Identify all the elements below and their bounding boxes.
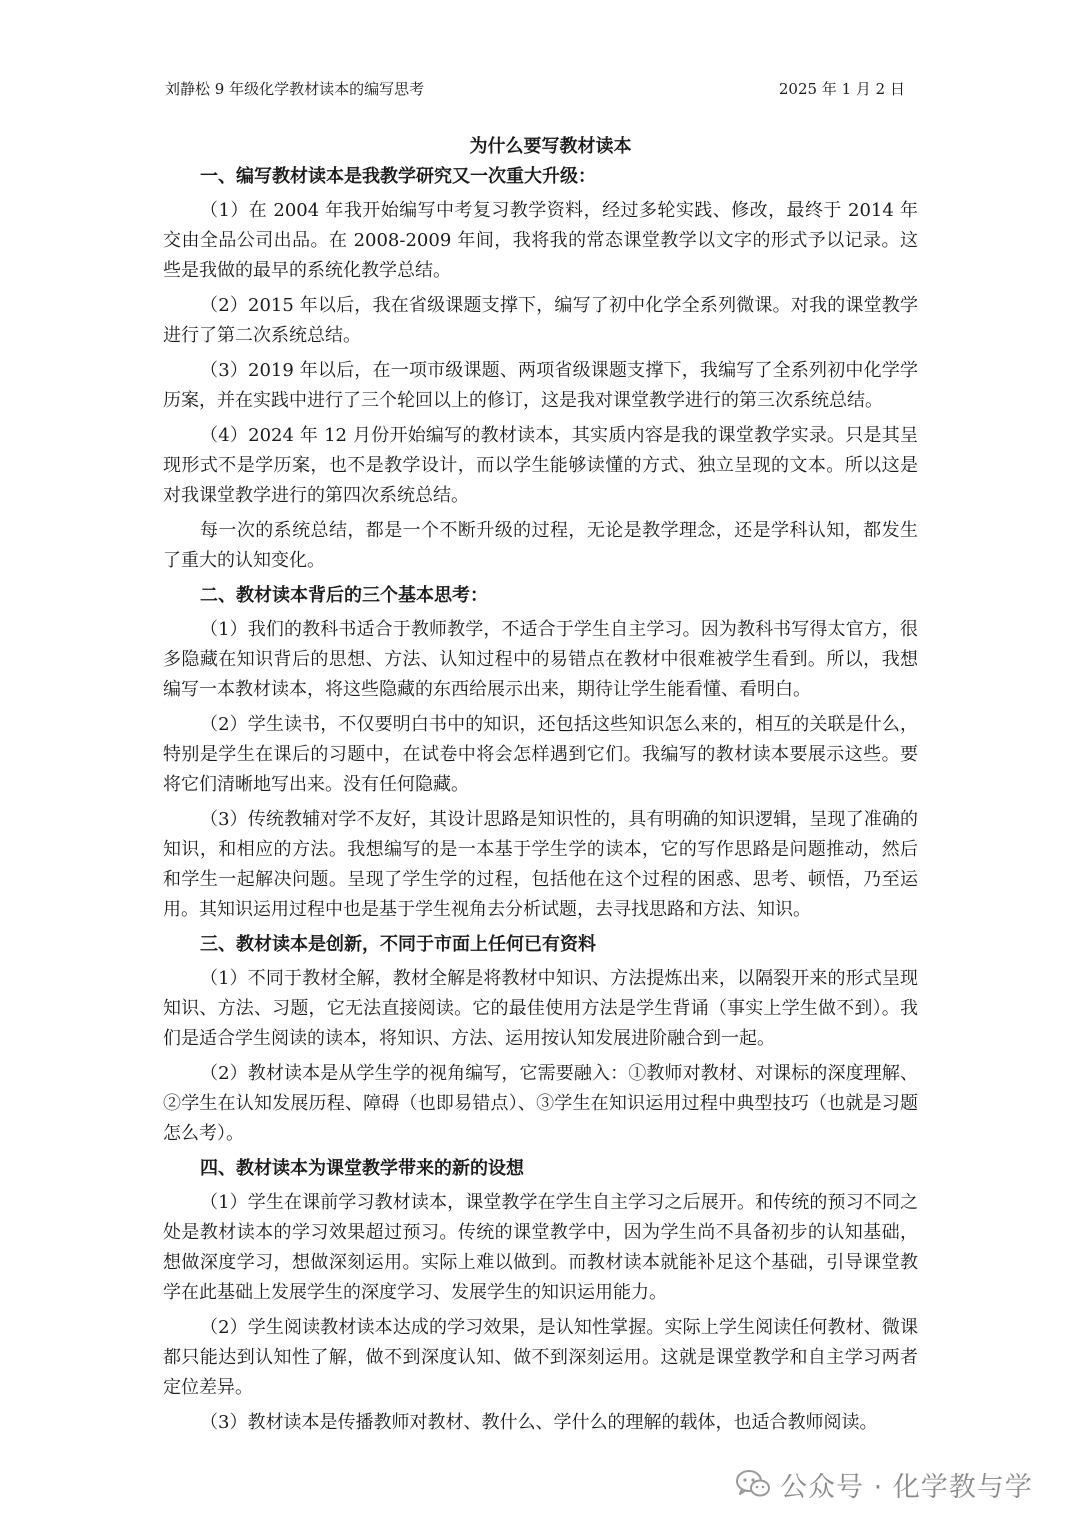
watermark <box>736 1464 1056 1504</box>
paragraph: （3）传统教辅对学不友好，其设计思路是知识性的，具有明确的知识逻辑，呈现了准确的知识，和相应的方法。我想编写的是一本基于学生学的读本，它的写作思路是问题推动，然后和学生一起解决问题。呈现了学生学的过程，包括他在这个过程的困惑、思考、顿悟，乃至运用。其知识运用过程中也是基于学生视角去分析试题，去寻找思路和方法、知识。 <box>163 809 918 920</box>
paragraph: （1）不同于教材全解，教材全解是将教材中知识、方法提炼出来，以隔裂开来的形式呈现知识、方法、习题，它无法直接阅读。它的最佳使用方法是学生背诵（事实上学生做不到）。我们是适合学生阅读的读本，将知识、方法、运用按认知发展进阶融合到一起。 <box>163 968 918 1049</box>
paragraph: （2）2015 年以后，我在省级课题支撑下，编写了初中化学全系列微课。对我的课堂教学进行了第二次系统总结。 <box>163 295 918 346</box>
paragraph: 每一次的系统总结，都是一个不断升级的过程，无论是教学理念，还是学科认知，都发生了重大的认知变化。 <box>163 520 918 571</box>
page-header <box>165 78 905 100</box>
section-heading: 三、教材读本是创新，不同于市面上任何已有资料 <box>200 934 596 955</box>
watermark-text: 公众号 · 化学教与学 <box>780 1471 1033 1503</box>
paragraph: （2）教材读本是从学生学的视角编写，它需要融入：①教师对教材、对课标的深度理解、②学生在认知发展历程、障碍（也即易错点）、③学生在知识运用过程中典型技巧（也就是习题怎么考）。 <box>163 1063 918 1144</box>
header-date: 2025 年 1 月 2 日 <box>778 80 905 98</box>
section-heading: 二、教材读本背后的三个基本思考： <box>200 585 488 606</box>
header-author-title: 刘静松 9 年级化学教材读本的编写思考 <box>165 80 425 98</box>
wechat-icon <box>736 1469 770 1499</box>
document-title: 为什么要写教材读本 <box>469 136 632 157</box>
paragraph: （2）学生读书，不仅要明白书中的知识，还包括这些知识怎么来的，相互的关联是什么，特别是学生在课后的习题中，在试卷中将会怎样遇到它们。我编写的教材读本要展示这些。要将它们清晰地写出来。没有任何隐藏。 <box>163 714 918 795</box>
section-heading: 一、编写教材读本是我教学研究又一次重大升级： <box>200 166 596 187</box>
paragraph: （1）我们的教科书适合于教师教学，不适合于学生自主学习。因为教科书写得太官方，很多隐藏在知识背后的思想、方法、认知过程中的易错点在教材中很难被学生看到。所以，我想编写一本教材读本，将这些隐藏的东西给展示出来，期待让学生能看懂、看明白。 <box>163 619 918 700</box>
paragraph: （1）学生在课前学习教材读本，课堂教学在学生自主学习之后展开。和传统的预习不同之处是教材读本的学习效果超过预习。传统的课堂教学中，因为学生尚不具备初步的认知基础，想做深度学习，想做深刻运用。实际上难以做到。而教材读本就能补足这个基础，引导课堂教学在此基础上发展学生的深度学习、发展学生的知识运用能力。 <box>163 1192 918 1303</box>
paragraph: （3）教材读本是传播教师对教材、教什么、学什么的理解的载体，也适合教师阅读。 <box>200 1412 878 1433</box>
paragraph: （3）2019 年以后，在一项市级课题、两项省级课题支撑下，我编写了全系列初中化学学历案，并在实践中进行了三个轮回以上的修订，这是我对课堂教学进行的第三次系统总结。 <box>163 360 918 411</box>
document-body <box>163 132 918 1443</box>
paragraph: （1）在 2004 年我开始编写中考复习教学资料，经过多轮实践、修改，最终于 2014 年交由全品公司出品。在 2008-2009 年间，我将我的常态课堂教学以文字的形式予以记录。这些是我做的最早的系统化教学总结。 <box>163 200 918 281</box>
section-heading: 四、教材读本为课堂教学带来的新的设想 <box>200 1158 524 1179</box>
paragraph: （2）学生阅读教材读本达成的学习效果，是认知性掌握。实际上学生阅读任何教材、微课都只能达到认知性了解，做不到深度认知、做不到深刻运用。这就是课堂教学和自主学习两者定位差异。 <box>163 1317 918 1398</box>
paragraph: （4）2024 年 12 月份开始编写的教材读本，其实质内容是我的课堂教学实录。只是其呈现形式不是学历案，也不是教学设计，而以学生能够读懂的方式、独立呈现的文本。所以这是对我课堂教学进行的第四次系统总结。 <box>163 425 918 506</box>
